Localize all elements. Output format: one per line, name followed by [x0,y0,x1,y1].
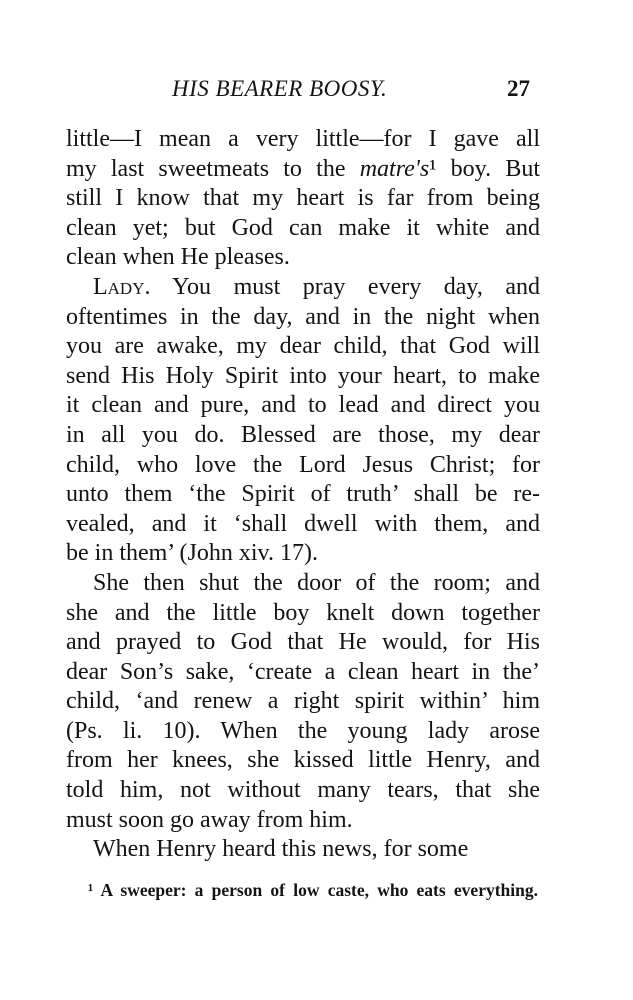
text-line: still I know that my heart is far from being [66,185,540,212]
text-line: child, ‘and renew a right spirit within’ him [66,688,540,715]
text-line: unto them ‘the Spirit of truth’ shall be re- [66,481,540,508]
text-line: oftentimes in the day, and in the night when [66,303,540,330]
text-line: it clean and pure, and to lead and direct you [66,392,540,419]
text-line: clean when He pleases. [66,244,290,271]
text-line: clean yet; but God can make it white and [66,214,540,241]
text-line: must soon go away from him. [66,806,353,833]
text-line: When Henry heard this news, for some [93,836,469,863]
footnote: ¹ A sweeper: a person of low caste, who eats everything. [88,880,538,900]
page-body [66,125,540,865]
text-line: Lady. You must pray every day, and [93,273,540,300]
text-line: dear Son’s sake, ‘create a clean heart in the’ [66,658,540,685]
page-number: 27 [507,76,530,101]
text-line: (Ps. li. 10). When the young lady arose [66,717,540,744]
text-line: you are awake, my dear child, that God will [66,333,540,360]
text-line: and prayed to God that He would, for His [66,629,540,656]
running-header: HIS BEARER BOOSY. [172,76,388,101]
text-line: from her knees, she kissed little Henry, and [66,747,540,774]
text-line: little—I mean a very little—for I gave all [66,126,540,152]
text-line: send His Holy Spirit into your heart, to make [66,362,540,389]
text-line: in all you do. Blessed are those, my dear [66,421,540,448]
text-line: be in them’ (John xiv. 17). [66,540,318,567]
text-line: She then shut the door of the room; and [93,569,540,596]
text-line: my last sweetmeats to the matre's¹ boy. But [66,155,541,182]
text-line: child, who love the Lord Jesus Christ; for [66,451,540,478]
text-line: vealed, and it ‘shall dwell with them, and [66,510,540,537]
text-line: she and the little boy knelt down together [66,599,540,626]
text-line: told him, not without many tears, that she [66,777,540,804]
